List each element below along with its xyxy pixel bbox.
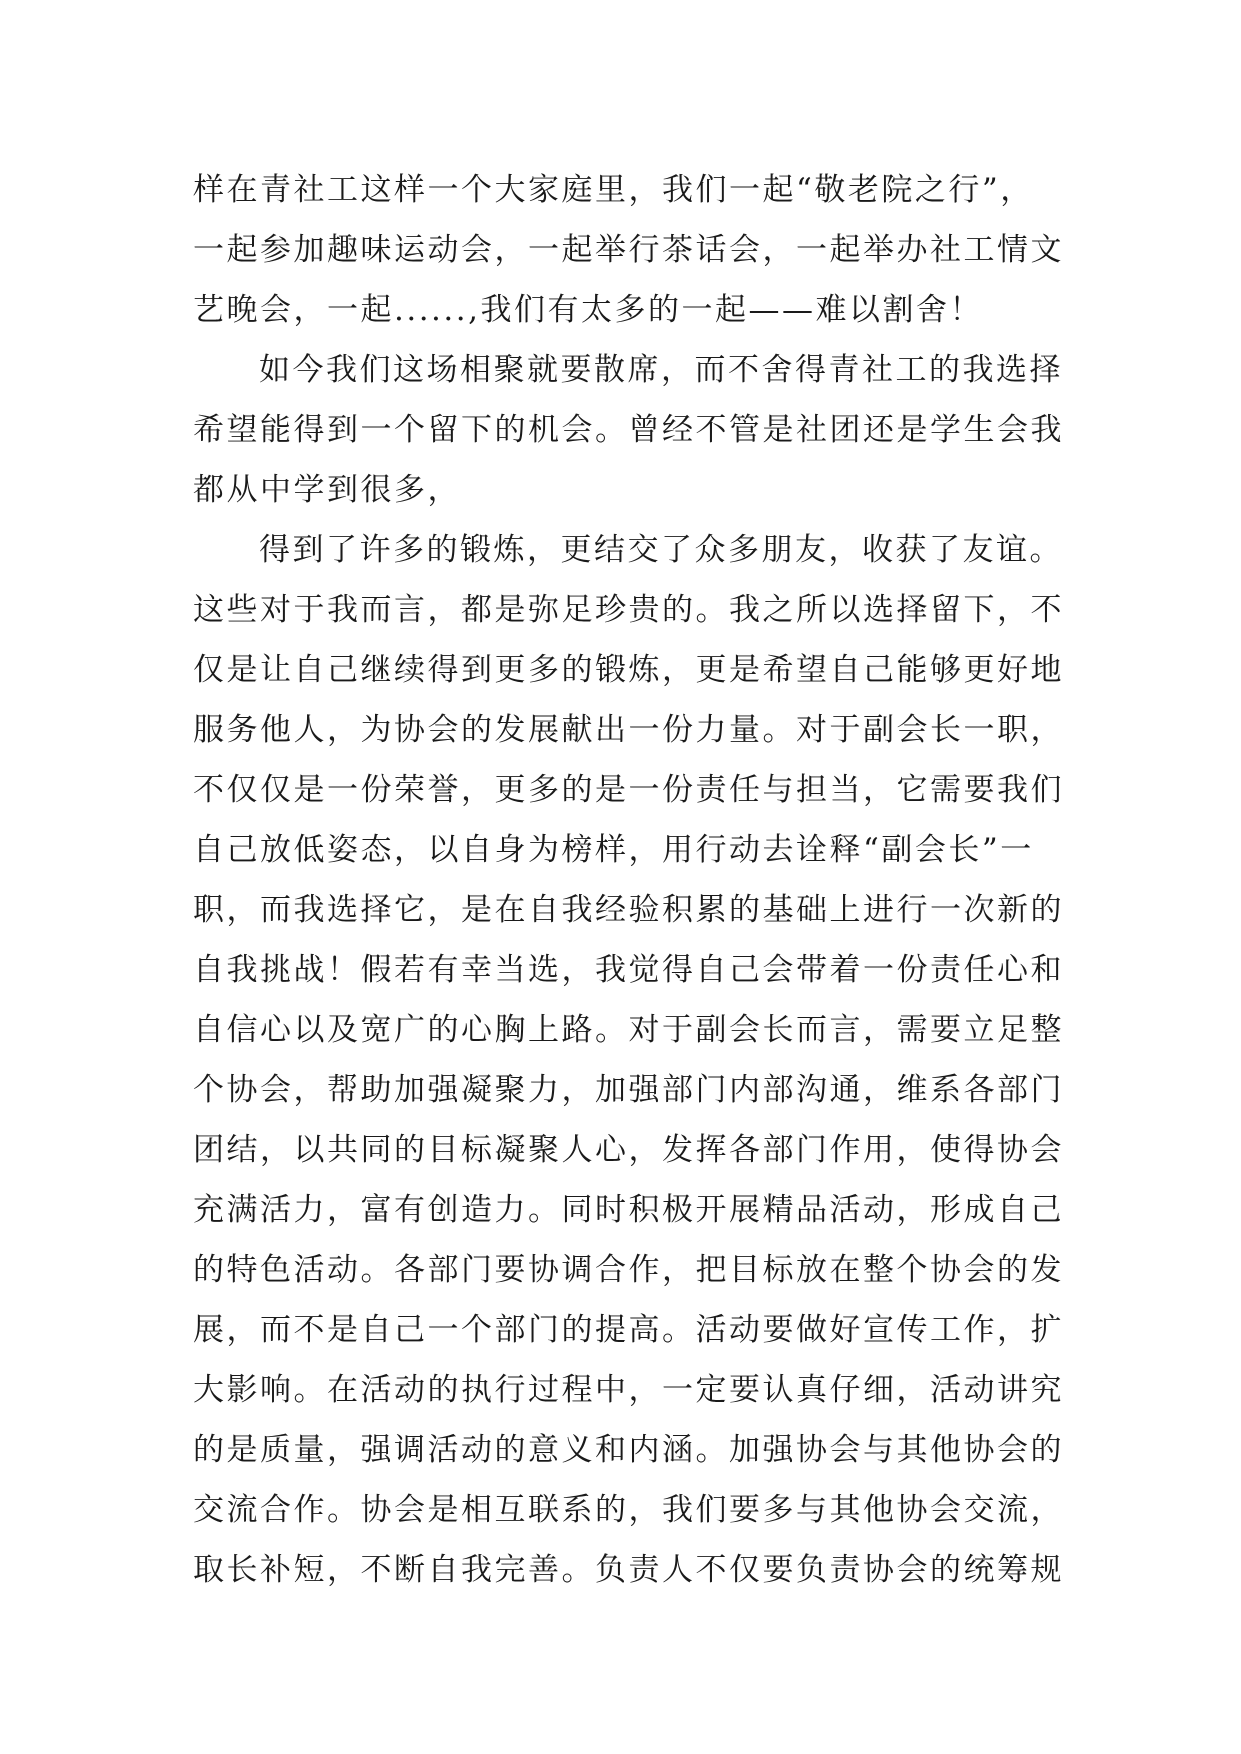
text-line: 充满活力，富有创造力。同时积极开展精品活动，形成自己 bbox=[193, 1192, 1064, 1228]
text-line: 样在青社工这样一个大家庭里，我们一起“敬老院之行”， bbox=[193, 172, 1034, 208]
text-line: 取长补短，不断自我完善。负责人不仅要负责协会的统筹规 bbox=[193, 1552, 1064, 1588]
text-line: 不仅仅是一份荣誉，更多的是一份责任与担当，它需要我们 bbox=[193, 772, 1064, 808]
text-line: 自我挑战！假若有幸当选，我觉得自己会带着一份责任心和 bbox=[193, 952, 1064, 988]
text-line: 个协会，帮助加强凝聚力，加强部门内部沟通，维系各部门 bbox=[193, 1072, 1064, 1108]
text-line: 艺晚会，一起......,我们有太多的一起——难以割舍！ bbox=[193, 292, 983, 328]
text-line: 自信心以及宽广的心胸上路。对于副会长而言，需要立足整 bbox=[193, 1012, 1064, 1048]
text-line: 交流合作。协会是相互联系的，我们要多与其他协会交流， bbox=[193, 1492, 1064, 1528]
text-line: 自己放低姿态，以自身为榜样，用行动去诠释“副会长”一 bbox=[193, 832, 1034, 868]
text-line: 展，而不是自己一个部门的提高。活动要做好宣传工作，扩 bbox=[193, 1312, 1064, 1348]
paragraph-start-line: 得到了许多的锻炼，更结交了众多朋友，收获了友谊。 bbox=[259, 532, 1063, 568]
text-line: 都从中学到很多， bbox=[193, 472, 461, 508]
text-line: 大影响。在活动的执行过程中，一定要认真仔细，活动讲究 bbox=[193, 1372, 1064, 1408]
text-line: 服务他人，为协会的发展献出一份力量。对于副会长一职， bbox=[193, 712, 1064, 748]
text-line: 团结，以共同的目标凝聚人心，发挥各部门作用，使得协会 bbox=[193, 1132, 1064, 1168]
text-line: 仅是让自己继续得到更多的锻炼，更是希望自己能够更好地 bbox=[193, 652, 1064, 688]
text-line: 的特色活动。各部门要协调合作，把目标放在整个协会的发 bbox=[193, 1252, 1064, 1288]
document-body bbox=[193, 160, 1093, 1600]
text-line: 一起参加趣味运动会，一起举行茶话会，一起举办社工情文 bbox=[193, 232, 1064, 268]
paragraph-start-line: 如今我们这场相聚就要散席，而不舍得青社工的我选择 bbox=[259, 352, 1063, 388]
text-line: 希望能得到一个留下的机会。曾经不管是社团还是学生会我 bbox=[193, 412, 1064, 448]
text-line: 职，而我选择它，是在自我经验积累的基础上进行一次新的 bbox=[193, 892, 1064, 928]
text-line: 的是质量，强调活动的意义和内涵。加强协会与其他协会的 bbox=[193, 1432, 1064, 1468]
text-line: 这些对于我而言，都是弥足珍贵的。我之所以选择留下，不 bbox=[193, 592, 1064, 628]
